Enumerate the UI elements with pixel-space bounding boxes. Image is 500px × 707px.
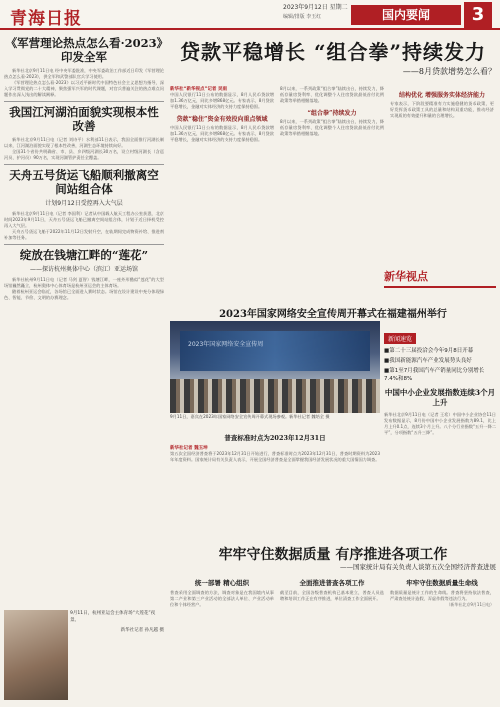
list-item: ■我国新能源汽车产业发展势头良好 — [384, 358, 472, 364]
bottom-col-1 — [170, 575, 274, 703]
lead-col-3 — [390, 86, 494, 266]
paragraph: 中国人民银行11日公布的数据显示，8月人民币贷款增加1.36万亿元，同比多增868亿元。专家表示，8月贷款平稳增长，金融对实体经济的支持力度保持稳固。 — [170, 92, 274, 109]
photo-credit: 新华社记者 孙凡越 摄 — [120, 628, 164, 633]
story-text: 《军营理论热点怎么看·2023》以习近平新时代中国特色社会主义思想为指导，深入学习贯彻党的二十大精神，聚焦强军兴军的时代课题，对官兵普遍关注的热点难点问题作出深入浅出的解读阐释。 — [4, 80, 164, 97]
story-lead: 新华社杭州9月11日电（记者 马剑 夏智）钱塘江畔，一座外形酷似“莲花”的大型场馆巍然矗立，杭州奥体中心体育场是杭州亚运会的主体育场。 — [4, 277, 164, 288]
story-title: 绽放在钱塘江畔的“莲花” — [19, 248, 149, 262]
story-title: 中国中小企业发展指数连续3个月上升 — [384, 388, 496, 407]
story-text: 天舟五号货运飞船于2022年11月12日发射升空，在轨期间完成物资补给、推进剂补加等任务。 — [4, 229, 164, 240]
newspaper-logo: 青海日报 — [10, 9, 82, 29]
news-brief-tag: 新闻速览 — [384, 333, 416, 344]
caption-text: 9月11日，杭州亚运会主体育场“大莲花”夜景。 — [70, 611, 156, 623]
story-body — [4, 277, 164, 301]
story-lead: 新华社北京9月11日电（记者 刘诗平）水利部11日表示，我国全面推行河湖长制以来，江河湖泊面貌实现了根本性改善，河湖生态环境持续向好。 — [4, 137, 164, 148]
byline: 新华社“新华视点”记者 吴雨 — [170, 87, 227, 92]
story-lead: 新华社北京9月11日电 经中央军委批准，中央军委政治工作部近日印发《军营理论热点怎么看·2023》，供全军和武警部队官兵学习使用。 — [4, 68, 164, 79]
paragraph: 中国人民银行11日公布的数据显示，8月人民币贷款增加1.36万亿元，同比多增868亿元。专家表示，8月贷款平稳增长，金融对实体经济的支持力度保持稳固。 — [170, 125, 274, 142]
story-body — [4, 68, 164, 98]
subhead: 全面推进普查各项工作 — [299, 579, 365, 587]
lead-subheadline: ——8月贷款增势怎么看？ — [402, 67, 496, 76]
story-body — [4, 137, 164, 161]
paragraph: 普查采用全面调查的方法，调查对象是在我国境内从事第二产业和第三产业活动的全部法人单位、产业活动单位和个体经营户。 — [170, 590, 274, 607]
list-item: ■第二十三届投洽会今年9月8日开幕 — [384, 348, 474, 354]
bottom-headline: 牢牢守住数据质量 有序推进各项工作 — [218, 547, 448, 563]
story-text: 随着杭州亚运会临近，各场馆已全面进入赛时状态。场馆在设计建设中充分体现绿色、智能、节俭、文明的办赛理念。 — [4, 289, 164, 300]
paragraph: 数据质量是统计工作的生命线。普查将坚持依法普查，严肃查处统计造假、弄虚作假等违法行为。 — [390, 590, 494, 601]
story-body — [4, 211, 164, 241]
story-subtitle: 计划9月12日受控再入大气层 — [45, 200, 123, 207]
story-census-date — [170, 430, 380, 540]
paragraph: 专家表示，下阶段要精准有力实施稳健的货币政策，更好发挥货币政策工具的总量和结构双重功能，推动经济实现质的有效提升和量的合理增长。 — [390, 101, 494, 118]
stage-screen — [180, 331, 370, 371]
bottom-story-body — [170, 575, 496, 703]
byline: 新华社记者 魏玉坤 — [170, 446, 208, 451]
story-text: 全国31个省份共明确省、市、县、乡四级河湖长30万名，设立村级河湖长（含巡河员、护河员）90万名，实现河湖管护责任全覆盖。 — [4, 149, 164, 160]
story-title: 天舟五号货运飞船顺利撤离空间站组合体 — [9, 168, 159, 196]
story-title: 《军营理论热点怎么看·2023》印发全军 — [5, 36, 163, 64]
photo-caption — [70, 610, 164, 634]
list-item: ■第1至7月我国汽车产销量同比分别增长7.4%和8% — [384, 368, 485, 382]
story-rivers-lakes — [4, 105, 164, 161]
subhead: 贷款“稳住”资金有效投向重点领域 — [176, 116, 268, 123]
section-title: 国内要闻 — [351, 5, 461, 25]
issue-date: 2023年9月12日 星期二 — [283, 4, 348, 11]
story-military-theory — [4, 36, 164, 98]
divider — [4, 244, 164, 245]
story-tianzhou — [4, 168, 164, 241]
photo-caption: 9月11日，嘉宾在2023年国家网络安全宣传周开幕式现场参观。新华社记者 魏培全 摄 — [170, 414, 330, 419]
paragraph: 8月以来，一系列政策“组合拳”陆续出台，持续发力，降低存量房贷利率、优化调整个人住房贷款最低首付比例政策等举措相继落地。 — [280, 119, 384, 136]
photo-banner-headline: 2023年国家网络安全宣传周开幕式在福建福州举行 — [219, 309, 447, 320]
lead-col-1 — [170, 86, 274, 266]
left-column — [4, 36, 164, 301]
lead-story-body — [170, 78, 496, 270]
paragraph: 截至目前，全国各级普查机构已基本建立，普查人员选聘和培训工作正在有序推进，单位清查工作全面展开。 — [280, 590, 384, 601]
story-title: 我国江河湖泊面貌实现根本性改善 — [9, 105, 159, 133]
bottom-col-3 — [390, 575, 494, 703]
bottom-col-2 — [280, 575, 384, 703]
story-body: 第五次全国经济普查将于2023年12月31日开始进行，普查标准时点为2023年12月31日，普查时期资料为2023年年度资料。国家统计局有关负责人表示，开展全国经济普查是全面掌握我国经济发展状况的重大国情国力调查。 — [170, 451, 380, 462]
lead-col-2 — [280, 86, 384, 266]
screen-text: 2023年国家网络安全宣传周 — [188, 341, 264, 348]
divider — [4, 101, 164, 102]
story-lotus-stadium — [4, 248, 164, 301]
divider — [384, 286, 496, 288]
subhead: 结构优化 增强服务实体经济能力 — [398, 92, 486, 99]
stadium-photo — [4, 610, 68, 700]
cybersecurity-event-photo — [170, 321, 380, 413]
story-lead: 新华社北京9月11日电（记者 李国利）记者从中国载人航天工程办公室获悉，北京时间2023年9月11日，天舟五号货运飞船已撤离空间站组合体，计划于近日择机受控再入大气层。 — [4, 211, 164, 228]
subhead: 统一部署 精心组织 — [194, 579, 250, 587]
story-title: 普查标准时点为2023年12月31日 — [224, 434, 326, 442]
story-sme-index — [384, 388, 496, 436]
page-number: 3 — [464, 2, 492, 28]
editor-line: 编辑/排版 李玉红 — [283, 14, 322, 20]
news-brief — [384, 326, 496, 380]
bottom-subheadline: ——国家统计局有关负责人谈第五次全国经济普查进展 — [340, 563, 496, 571]
subhead: “组合拳”持续发力 — [307, 110, 357, 117]
story-body: 新华社北京9月11日电（记者 王希）中国中小企业协会11日发布数据显示，8月份中国中小企业发展指数为89.1，比上月上升0.1点，连续3个月上升。八个分行业指数“五升一降二平”，分项指数“五升三降”。 — [384, 412, 496, 435]
story-subtitle: ——探访杭州奥体中心（滨江）亚运场馆 — [29, 266, 138, 273]
lead-headline: 贷款平稳增长 “组合拳”持续发力 — [180, 40, 486, 64]
section-label: 新华视点 — [384, 270, 428, 283]
crowd — [170, 379, 380, 413]
xinhua-spotlight-label — [384, 268, 496, 300]
paragraph: 8月以来，一系列政策“组合拳”陆续出台，持续发力，降低存量房贷利率、优化调整个人住房贷款最低首付比例政策等举措相继落地。 — [280, 86, 384, 103]
masthead — [0, 0, 500, 30]
dateline-credit: （新华社北京9月11日电） — [446, 602, 494, 607]
subhead: 牢牢守住数据质量生命线 — [406, 579, 478, 587]
divider — [4, 164, 164, 165]
